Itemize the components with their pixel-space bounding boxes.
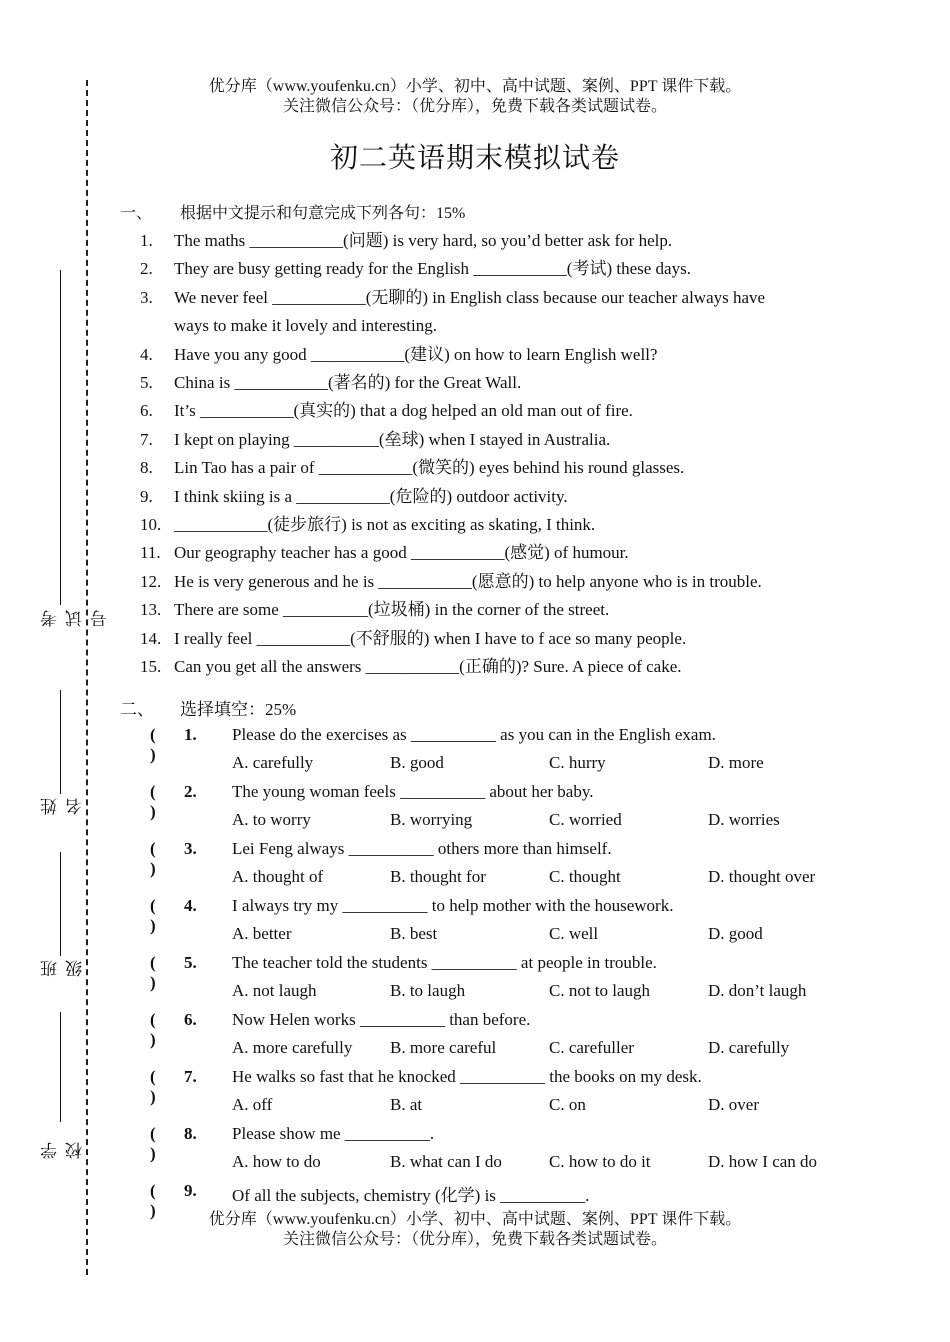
exam-number-line xyxy=(60,270,61,605)
item-text: ___________(徒步旅行) is not as exciting as skating, I think. xyxy=(174,515,596,534)
option-b: B. to laugh xyxy=(390,981,466,1000)
item-text: Our geography teacher has a good ___________(感觉) of humour. xyxy=(174,543,629,563)
page-footer xyxy=(0,1210,950,1250)
item-number: 3. xyxy=(140,287,153,307)
question-number: 1. xyxy=(184,725,197,744)
question-number: 6. xyxy=(184,1010,197,1029)
item-text: It’s ___________(真实的) that a dog helped an old man out of fire. xyxy=(174,401,633,421)
option-b: B. at xyxy=(390,1095,423,1114)
answer-blank[interactable]: ( ) xyxy=(150,1067,156,1106)
item-number: 7. xyxy=(140,429,153,449)
option-c: C. carefuller xyxy=(549,1038,634,1057)
item-text: Can you get all the answers ___________(正确的)? Sure. A piece of cake. xyxy=(174,657,682,676)
section-2-heading xyxy=(120,695,296,720)
option-d: D. more xyxy=(708,753,764,772)
question-text: Please show me __________. xyxy=(232,1124,435,1143)
option-b: B. what can I do xyxy=(390,1152,502,1171)
item-number: 4. xyxy=(140,344,153,364)
item-number: 1. xyxy=(140,231,153,250)
answer-blank[interactable]: ( ) xyxy=(150,782,156,821)
item-text: We never feel ___________(无聊的) in English class because our teacher always have xyxy=(174,287,766,307)
item-number: 14. xyxy=(140,628,162,648)
question-number: 2. xyxy=(184,782,197,801)
school-label: 学校 xyxy=(41,1142,85,1159)
question-text: Now Helen works __________ than before. xyxy=(232,1010,531,1029)
footer-line-2: 关注微信公众号：（优分库），免费下载各类试题试卷。 xyxy=(282,1231,667,1248)
option-d: D. how I can do xyxy=(708,1152,818,1171)
answer-blank[interactable]: ( ) xyxy=(150,1124,156,1163)
option-d: D. thought over xyxy=(708,867,816,886)
question-number: 8. xyxy=(184,1124,197,1143)
section-2-number: 二、 xyxy=(120,700,154,719)
option-a: A. not laugh xyxy=(232,981,317,1000)
item-text: I think skiing is a ___________(危险的) outdoor activity. xyxy=(174,486,568,506)
item-number: 15. xyxy=(140,657,162,676)
item-number: 2. xyxy=(140,259,153,279)
question-number: 4. xyxy=(184,896,197,915)
item-number: 10. xyxy=(140,515,162,534)
option-d: D. worries xyxy=(708,810,780,829)
question-text: Please do the exercises as __________ as you can in the English exam. xyxy=(232,725,716,744)
page-header xyxy=(0,77,950,117)
option-a: A. more carefully xyxy=(232,1038,353,1057)
header-line-1: 优分库（www.youfenku.cn）小学、初中、高中试题、案例、PPT 课件下载。 xyxy=(208,78,742,95)
question-text: Of all the subjects, chemistry (化学) is __________. xyxy=(232,1186,590,1205)
question-number: 3. xyxy=(184,839,197,858)
question-number: 9. xyxy=(184,1181,197,1200)
option-c: C. thought xyxy=(549,867,621,886)
class-line xyxy=(60,852,61,956)
option-a: A. how to do xyxy=(232,1152,321,1171)
option-c: C. well xyxy=(549,924,599,943)
option-a: A. carefully xyxy=(232,753,314,772)
option-b: B. thought for xyxy=(390,867,486,886)
name-label: 姓名 xyxy=(41,798,85,815)
section-1-heading xyxy=(120,200,465,223)
question-text: The young woman feels __________ about her baby. xyxy=(232,782,594,801)
section-2-title: 选择填空：25% xyxy=(180,700,297,719)
question-number: 5. xyxy=(184,953,197,972)
item-text: He is very generous and he is ___________(愿意的) to help anyone who is in trouble. xyxy=(174,571,762,591)
item-number: 13. xyxy=(140,600,162,620)
section-1-title: 根据中文提示和句意完成下列各句：15% xyxy=(180,205,466,222)
item-number: 6. xyxy=(140,401,153,421)
option-d: D. over xyxy=(708,1095,759,1114)
answer-blank[interactable]: ( ) xyxy=(150,1010,156,1049)
name-line xyxy=(60,690,61,794)
item-number: 5. xyxy=(140,373,153,392)
school-line xyxy=(60,1012,61,1122)
item-text: They are busy getting ready for the English ___________(考试) these days. xyxy=(174,259,691,279)
answer-blank[interactable]: ( ) xyxy=(150,953,156,992)
answer-blank[interactable]: ( ) xyxy=(150,896,156,935)
question-text: He walks so fast that he knocked __________ the books on my desk. xyxy=(232,1067,702,1086)
option-a: A. off xyxy=(232,1095,273,1114)
item-number: 11. xyxy=(140,543,161,563)
question-text: I always try my __________ to help mother with the housework. xyxy=(232,896,674,915)
option-c: C. how to do it xyxy=(549,1152,651,1171)
option-a: A. to worry xyxy=(232,810,311,829)
item-number: 9. xyxy=(140,486,153,506)
option-c: C. on xyxy=(549,1095,586,1114)
question-text: Lei Feng always __________ others more than himself. xyxy=(232,839,612,858)
page-title: 初二英语期末模拟试卷 xyxy=(329,143,620,174)
option-a: A. thought of xyxy=(232,867,324,886)
class-label: 班级 xyxy=(41,960,85,977)
option-c: C. not to laugh xyxy=(549,981,651,1000)
item-text: There are some __________(垃圾桶) in the corner of the street. xyxy=(174,600,610,620)
option-d: D. good xyxy=(708,924,763,943)
header-line-2: 关注微信公众号：（优分库），免费下载各类试题试卷。 xyxy=(282,98,667,115)
item-text: The maths ___________(问题) is very hard, so you’d better ask for help. xyxy=(174,231,673,250)
option-a: A. better xyxy=(232,924,292,943)
exam-number-label: 考试号 xyxy=(41,610,110,627)
item-number: 12. xyxy=(140,571,162,591)
answer-blank[interactable]: ( ) xyxy=(150,839,156,878)
item-text: Lin Tao has a pair of ___________(微笑的) eyes behind his round glasses. xyxy=(174,458,685,478)
item-text: ways to make it lovely and interesting. xyxy=(174,316,437,336)
item-text: I really feel ___________(不舒服的) when I have to f ace so many people. xyxy=(174,628,687,648)
section-1-number: 一、 xyxy=(120,205,153,222)
question-text: The teacher told the students __________ at people in trouble. xyxy=(232,953,657,972)
answer-blank[interactable]: ( ) xyxy=(150,725,156,764)
option-c: C. hurry xyxy=(549,753,606,772)
footer-line-1: 优分库（www.youfenku.cn）小学、初中、高中试题、案例、PPT 课件下载。 xyxy=(208,1211,742,1228)
answer-blank[interactable]: ( ) xyxy=(150,1181,156,1220)
option-b: B. more careful xyxy=(390,1038,497,1057)
option-b: B. best xyxy=(390,924,438,943)
item-number: 8. xyxy=(140,458,153,478)
option-c: C. worried xyxy=(549,810,622,829)
option-b: B. worrying xyxy=(390,810,473,829)
item-text: Have you any good ___________(建议) on how to learn English well? xyxy=(174,344,658,364)
item-text: China is ___________(著名的) for the Great Wall. xyxy=(174,373,522,392)
option-b: B. good xyxy=(390,753,444,772)
item-text: I kept on playing __________(垒球) when I stayed in Australia. xyxy=(174,429,611,449)
binding-dashed-line xyxy=(86,80,88,1275)
option-d: D. carefully xyxy=(708,1038,790,1057)
question-number: 7. xyxy=(184,1067,197,1086)
option-d: D. don’t laugh xyxy=(708,981,807,1000)
